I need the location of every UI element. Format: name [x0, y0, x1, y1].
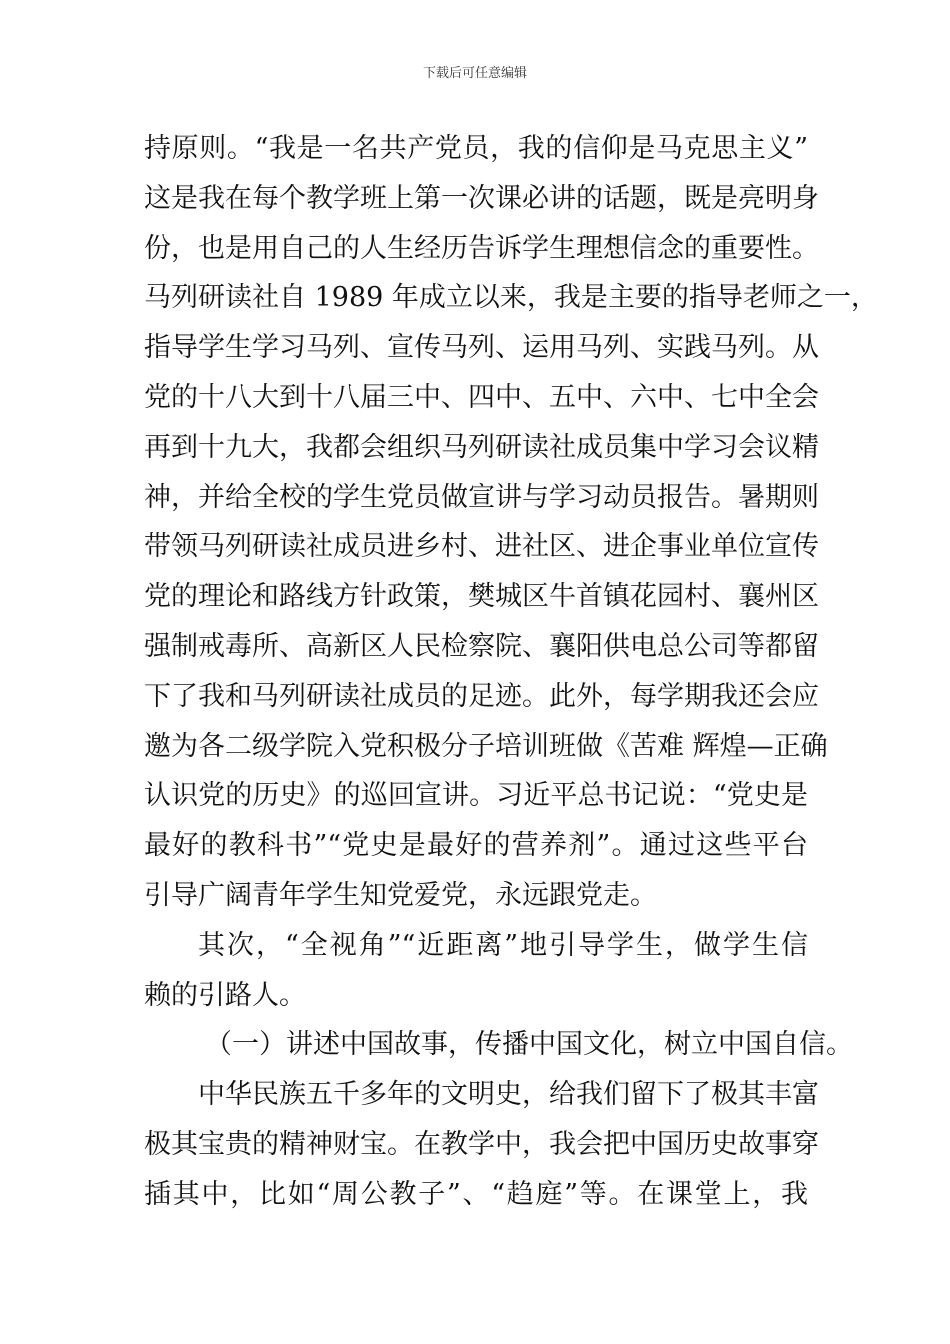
- text-line: 下了我和马列研读社成员的足迹。此外，每学期我还会应: [144, 680, 819, 712]
- text-line: 神，并给全校的学生党员做宣讲与学习动员报告。暑期则: [144, 481, 819, 513]
- text-line: 邀为各二级学院入党积极分子培训班做《苦难 辉煌—正确: [144, 730, 828, 762]
- text-line: 其次，“全视角”“近距离”地引导学生，做学生信: [198, 929, 808, 961]
- text-line: 赖的引路人。: [144, 979, 306, 1011]
- text-line: 这是我在每个教学班上第一次课必讲的话题，既是亮明身: [144, 182, 819, 214]
- section-heading: （一）讲述中国故事，传播中国文化，树立中国自信。: [205, 1029, 853, 1061]
- text-line: 强制戒毒所、高新区人民检察院、襄阳供电总公司等都留: [144, 630, 819, 662]
- page-header: 下载后可任意编辑: [422, 66, 527, 81]
- text-line: 中华民族五千多年的文明史，给我们留下了极其丰富: [198, 1079, 819, 1111]
- text-line: 带领马列研读社成员进乡村、进社区、进企事业单位宣传: [144, 531, 819, 563]
- text-line: 极其宝贵的精神财宝。在教学中，我会把中国历史故事穿: [144, 1128, 819, 1160]
- document-body: [144, 124, 878, 1220]
- text-line: 份，也是用自己的人生经历告诉学生理想信念的重要性。: [144, 232, 819, 264]
- text-line: 党的理论和路线方针政策，樊城区牛首镇花园村、襄州区: [144, 581, 819, 613]
- text-line: 再到十九大，我都会组织马列研读社成员集中学习会议精: [144, 431, 819, 463]
- text-line: 指导学生学习马列、宣传马列、运用马列、实践马列。从: [144, 332, 819, 364]
- text-line: 马列研读社自 1989 年成立以来，我是主要的指导老师之一，: [144, 282, 878, 314]
- text-line: 认识党的历史》的巡回宣讲。习近平总书记说：“党史是: [144, 780, 808, 812]
- text-line: 插其中，比如“周公教子”、“趋庭”等。在课堂上，我: [144, 1178, 808, 1210]
- text-line: 引导广阔青年学生知党爱党，永远跟党走。: [144, 879, 657, 911]
- text-line: 持原则。“我是一名共产党员，我的信仰是马克思主义”: [144, 133, 808, 164]
- text-line: 党的十八大到十八届三中、四中、五中、六中、七中全会: [144, 381, 819, 413]
- text-line: 最好的教科书”“党史是最好的营养剂”。通过这些平台: [144, 830, 808, 862]
